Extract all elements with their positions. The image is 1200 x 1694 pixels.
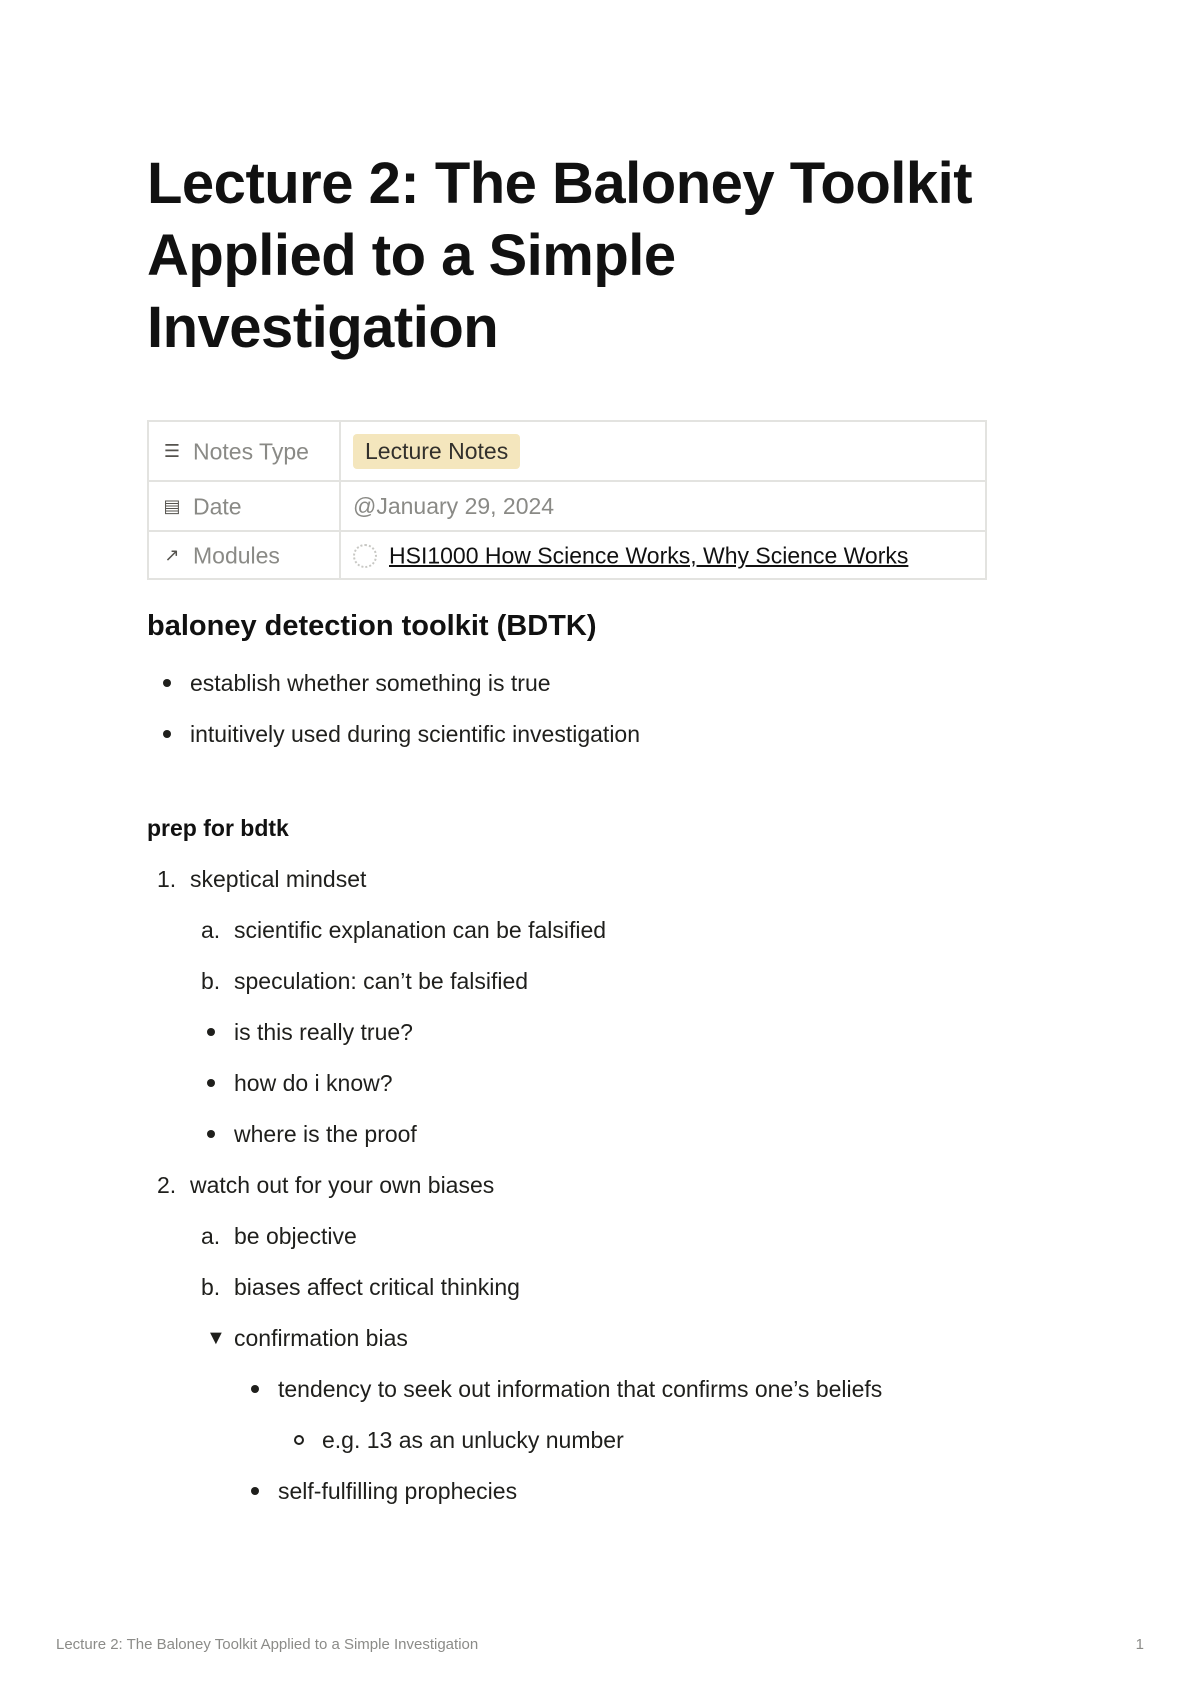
property-label: Date <box>193 493 242 520</box>
property-value-modules[interactable] <box>340 531 986 579</box>
page-number: 1 <box>1135 1636 1144 1653</box>
section-heading-bdtk: baloney detection toolkit (BDTK) <box>147 610 597 642</box>
list-item-text: scientific explanation can be falsified <box>234 917 607 943</box>
section-heading-prep: prep for bdtk <box>147 815 289 841</box>
list-item-text: be objective <box>234 1223 357 1249</box>
list-item: where is the proof <box>234 1120 1027 1148</box>
property-row-notes-type <box>148 421 986 481</box>
list-item: is this really true? <box>234 1018 1027 1046</box>
module-link[interactable]: HSI1000 How Science Works, Why Science Works <box>389 542 909 569</box>
notes-type-tag[interactable]: Lecture Notes <box>353 434 520 469</box>
lettered-item <box>201 1222 1027 1250</box>
list-item: self-fulfilling prophecies <box>278 1477 1027 1505</box>
list-marker: a. <box>201 1223 221 1249</box>
list-item-text: watch out for your own biases <box>190 1172 495 1198</box>
document-page <box>147 148 1027 1505</box>
list-item: how do i know? <box>234 1069 1027 1097</box>
property-value-notes-type[interactable] <box>340 421 986 481</box>
list-item-text: skeptical mindset <box>190 866 367 892</box>
lettered-item <box>201 967 1027 995</box>
numbered-item <box>157 865 1027 893</box>
list-icon: ☰ <box>163 441 181 462</box>
property-label: Modules <box>193 542 280 569</box>
list-item: establish whether something is true <box>190 669 1027 697</box>
date-value[interactable]: @January 29, 2024 <box>353 492 555 519</box>
list-item: e.g. 13 as an unlucky number <box>322 1426 1027 1454</box>
page-icon <box>353 544 377 568</box>
list-item: intuitively used during scientific investigation <box>190 720 1027 748</box>
lettered-item <box>201 1273 1027 1301</box>
numbered-item <box>157 1171 1027 1199</box>
property-label: Notes Type <box>193 438 309 465</box>
list-marker: b. <box>201 968 221 994</box>
property-key-notes-type <box>148 421 340 481</box>
prep-numbered-list <box>147 865 1027 893</box>
property-key-date <box>148 481 340 531</box>
property-row-date <box>148 481 986 531</box>
list-item: tendency to seek out information that confirms one’s beliefs <box>278 1375 1027 1403</box>
toggle-block[interactable] <box>206 1324 1027 1352</box>
page-footer <box>56 1636 1144 1653</box>
property-row-modules <box>148 531 986 579</box>
relation-arrow-icon: ↗ <box>164 545 180 566</box>
toggle-label: confirmation bias <box>234 1325 408 1351</box>
list-marker: b. <box>201 1274 221 1300</box>
footer-title: Lecture 2: The Baloney Toolkit Applied to a Simple Investigation <box>56 1636 479 1653</box>
properties-table <box>147 420 987 580</box>
list-item-text: speculation: can’t be falsified <box>234 968 529 994</box>
list-marker: 1. <box>157 866 177 892</box>
lettered-item <box>201 916 1027 944</box>
property-key-modules <box>148 531 340 579</box>
calendar-icon: ▤ <box>163 496 181 517</box>
property-value-date[interactable] <box>340 481 986 531</box>
list-marker: a. <box>201 917 221 943</box>
list-marker: 2. <box>157 1172 177 1198</box>
bdtk-bullet-list <box>147 669 1027 748</box>
toggle-triangle-icon[interactable]: ▼ <box>206 1327 226 1349</box>
list-item-text: biases affect critical thinking <box>234 1274 520 1300</box>
page-title: Lecture 2: The Baloney Toolkit Applied to a Simple Investigation <box>147 151 973 360</box>
